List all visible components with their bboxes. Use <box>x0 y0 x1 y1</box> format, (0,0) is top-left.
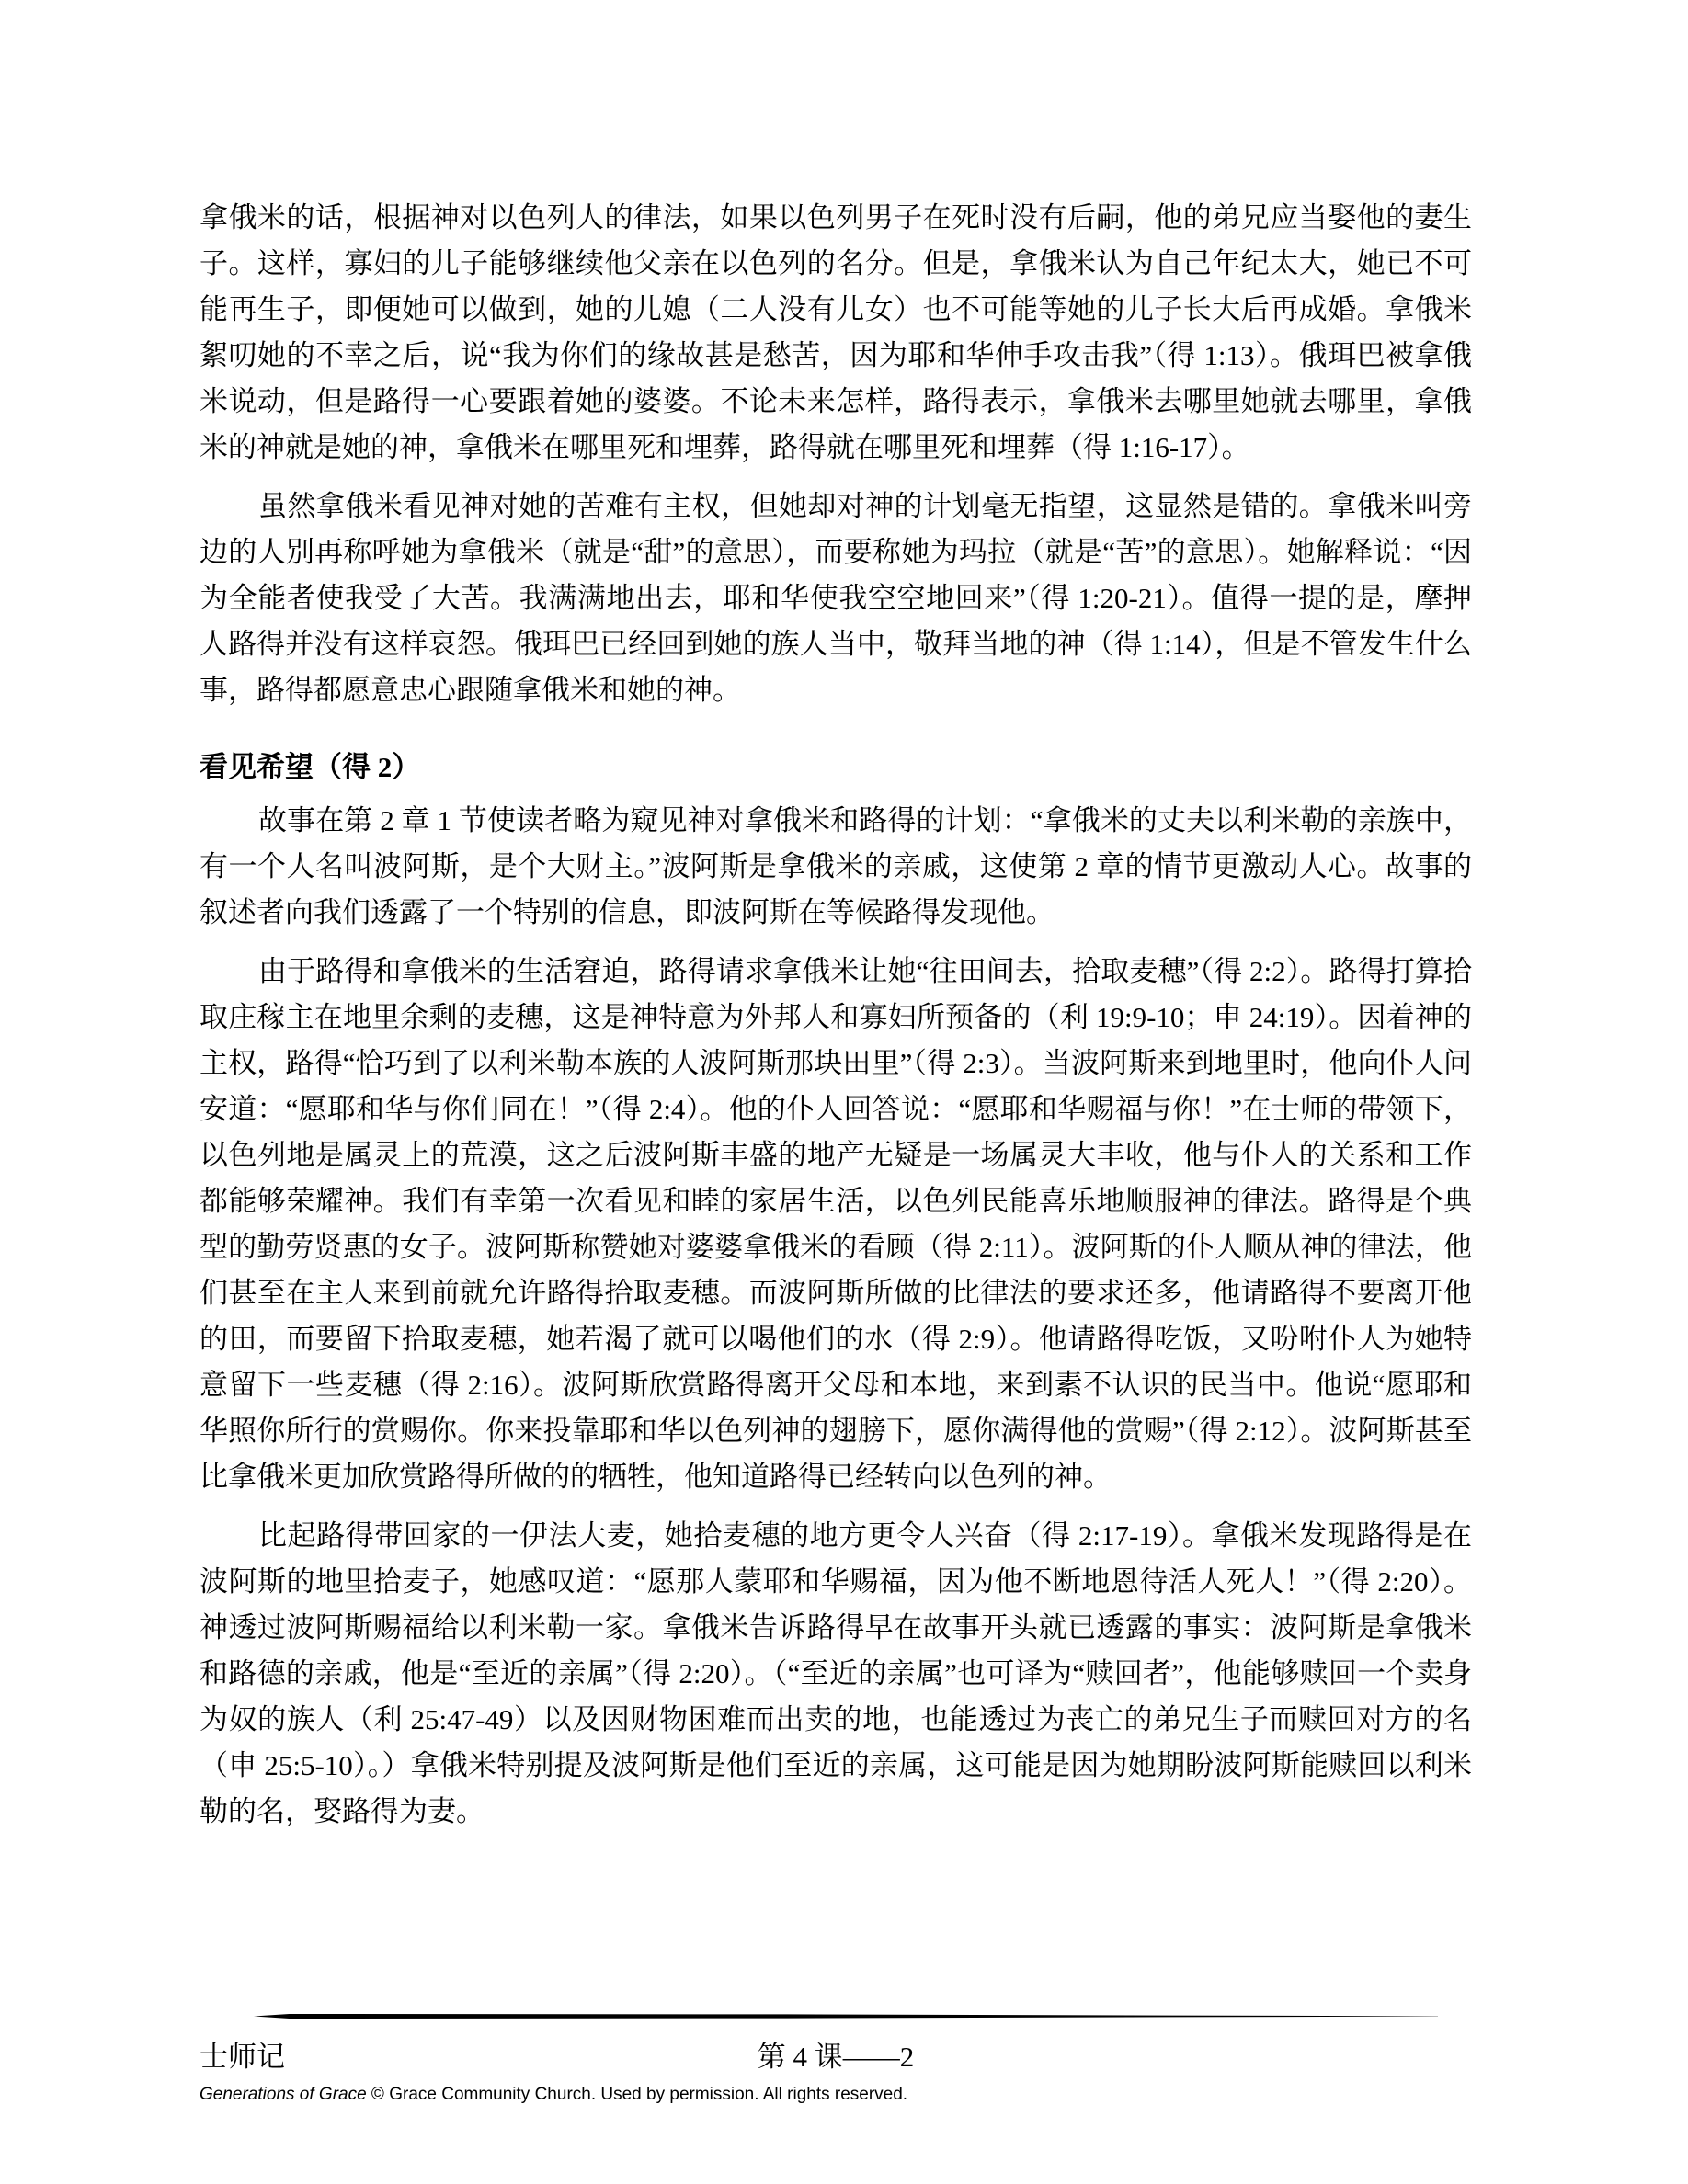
section-heading: 看见希望（得 2） <box>200 751 421 783</box>
footer-row <box>200 2037 1472 2077</box>
copyright-series-title: Generations of Grace <box>200 2085 367 2104</box>
copyright-text: © Grace Community Church. Used by permission. All rights reserved. <box>366 2085 908 2104</box>
paragraph-kinsman-redeemer: 比起路得带回家的一伊法大麦，她拾麦穗的地方更令人兴奋（得 2:17-19）。拿俄米发现路得是在波阿斯的地里拾麦子，她感叹道：“愿那人蒙耶和华赐福，因为他不断地恩待活人死人！”（得 2:20）。神透过波阿斯赐福给以利米勒一家。拿俄米告诉路得早在故事开头就已透露的事实：波阿斯是拿俄米和路德的亲戚，他是“至近的亲属”（得 2:20）。（“至近的亲属”也可译为“赎回者”，他能够赎回一个卖身为奴的族人（利 25:47-49）以及因财物困难而出卖的地，也能透过为丧亡的弟兄生子而赎回对方的名（申 25:5-10）。）拿俄米特别提及波阿斯是他们至近的亲属，这可能是因为她期盼波阿斯能赎回以利米勒的名，娶路得为妻。 <box>200 1519 1472 1827</box>
footer-copyright <box>200 2083 1472 2107</box>
paragraph-gleaning-field: 由于路得和拿俄米的生活窘迫，路得请求拿俄米让她“往田间去，拾取麦穗”（得 2:2）。路得打算拾取庄稼主在地里余剩的麦穗，这是神特意为外邦人和寡妇所预备的（利 19:9-10；申 24:19）。因着神的主权，路得“恰巧到了以利米勒本族的人波阿斯那块田里”（得 2:3）。当波阿斯来到地里时，他向仆人问安道：“愿耶和华与你们同在！”（得 2:4）。他的仆人回答说：“愿耶和华赐福与你！”在士师的带领下，以色列地是属灵上的荒漠，这之后波阿斯丰盛的地产无疑是一场属灵大丰收，他与仆人的关系和工作都能够荣耀神。我们有幸第一次看见和睦的家居生活，以色列民能喜乐地顺服神的律法。路得是个典型的勤劳贤惠的女子。波阿斯称赞她对婆婆拿俄米的看顾（得 2:11）。波阿斯的仆人顺从神的律法，他们甚至在主人来到前就允许路得拾取麦穗。而波阿斯所做的比律法的要求还多，他请路得不要离开他的田，而要留下拾取麦穗，她若渴了就可以喝他们的水（得 2:9）。他请路得吃饭，又吩咐仆人为她特意留下一些麦穗（得 2:16）。波阿斯欣赏路得离开父母和本地，来到素不认识的民当中。他说“愿耶和华照你所行的赏赐你。你来投靠耶和华以色列神的翅膀下，愿你满得他的赏赐”（得 2:12）。波阿斯甚至比拿俄米更加欣赏路得所做的的牺牲，他知道路得已经转向以色列的神。 <box>200 955 1472 1493</box>
footer-divider-rule <box>254 2014 1438 2019</box>
paragraph-naomi-mara: 虽然拿俄米看见神对她的苦难有主权，但她却对神的计划毫无指望，这显然是错的。拿俄米叫旁边的人别再称呼她为拿俄米（就是“甜”的意思），而要称她为玛拉（就是“苦”的意思）。她解释说：“因为全能者使我受了大苦。我满满地出去，耶和华使我空空地回来”（得 1:20-21）。值得一提的是，摩押人路得并没有这样哀怨。俄珥巴已经回到她的族人当中，敬拜当地的神（得 1:14），但是不管发生什么事，路得都愿意忠心跟随拿俄米和她的神。 <box>200 490 1472 706</box>
paragraph-naomi-law: 拿俄米的话，根据神对以色列人的律法，如果以色列男子在死时没有后嗣，他的弟兄应当娶他的妻生子。这样，寡妇的儿子能够继续他父亲在以色列的名分。但是，拿俄米认为自己年纪太大，她已不可能再生子，即便她可以做到，她的儿媳（二人没有儿女）也不可能等她的儿子长大后再成婚。拿俄米絮叨她的不幸之后，说“我为你们的缘故甚是愁苦，因为耶和华伸手攻击我”（得 1:13）。俄珥巴被拿俄米说动，但是路得一心要跟着她的婆婆。不论未来怎样，路得表示，拿俄米去哪里她就去哪里，拿俄米的神就是她的神，拿俄米在哪里死和埋葬，路得就在哪里死和埋葬（得 1:16-17）。 <box>200 201 1472 463</box>
page-footer <box>200 2014 1472 2107</box>
footer-page-label: 第 4 课——2 <box>757 2041 915 2073</box>
footer-book-title: 士师记 <box>200 2041 285 2073</box>
document-content <box>200 195 1472 1848</box>
paragraph-boaz-introduced: 故事在第 2 章 1 节使读者略为窥见神对拿俄米和路得的计划：“拿俄米的丈夫以利米勒的亲族中，有一个人名叫波阿斯，是个大财主。”波阿斯是拿俄米的亲戚，这使第 2 章的情节更激动人心。故事的叙述者向我们透露了一个特别的信息，即波阿斯在等候路得发现他。 <box>200 804 1472 928</box>
